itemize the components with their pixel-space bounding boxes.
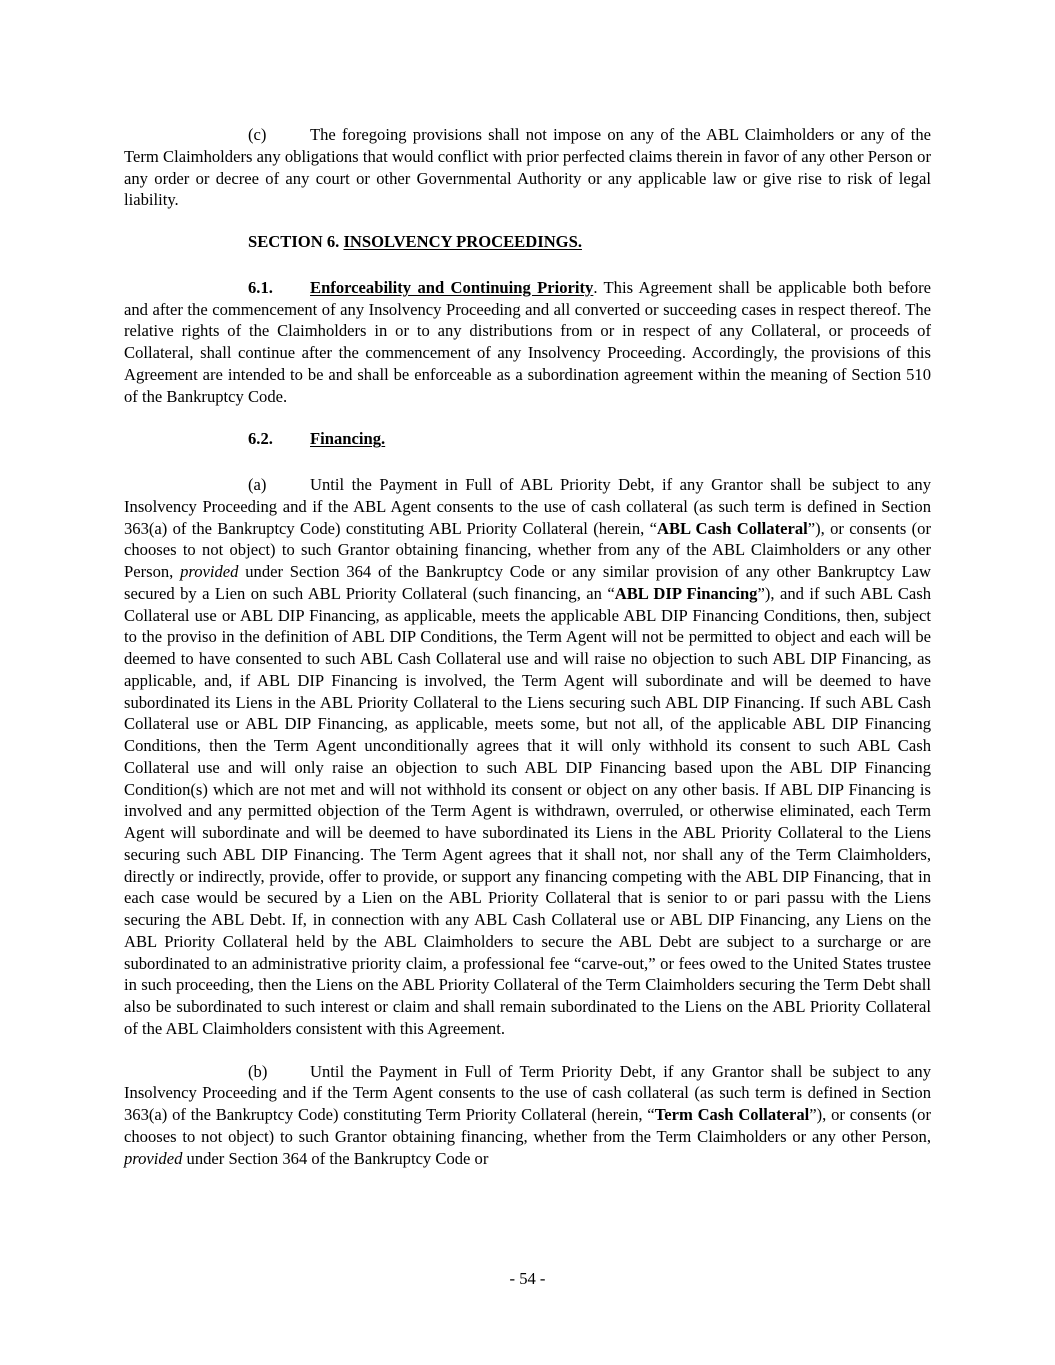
section-prefix: SECTION 6. <box>248 232 340 251</box>
defined-term: ABL Cash Collateral <box>657 518 808 538</box>
paragraph-label: (b) <box>248 1061 268 1081</box>
paragraph-text: under Section 364 of the Bankruptcy Code or <box>182 1148 489 1168</box>
defined-term: Term Cash Collateral <box>654 1105 810 1124</box>
subsection-number: 6.1. <box>248 277 273 297</box>
subsection-6-2-heading <box>124 428 931 450</box>
page-number: - 54 - <box>509 1269 546 1288</box>
paragraph-label: (c) <box>248 125 267 144</box>
paragraph-text: ”), and if such ABL Cash Collateral use or ABL DIP Financing, as applicable, meets the applicable ABL DIP Financing Conditions, then, subject to the proviso in the definition of ABL DIP Conditions, the Term Agent will not be permitted to object and each will be deemed to have consented to such ABL Cash Collateral use and will raise no objection to such ABL DIP Financing, as applicable, and, if ABL DIP Financing is involved, the Term Agent will subordinate and will be deemed to have subordinated its Liens in the ABL Priority Collateral to the Liens securing such ABL DIP Financing. If such ABL Cash Collateral use or ABL DIP Financing, as applicable, meets some, but not all, of the applicable ABL DIP Financing Conditions, then the Term Agent unconditionally agrees that it will only withhold its consent to such ABL Cash Collateral use and will only raise an objection to such ABL DIP Financing based upon the ABL DIP Financing Condition(s) which are not met and will not withhold its consent or object on any other basis. If ABL DIP Financing is involved and any permitted objection of the Term Agent is withdrawn, overruled, or otherwise eliminated, each Term Agent will subordinate and will be deemed to have subordinated its Liens in the ABL Priority Collateral to the Liens securing such ABL DIP Financing. The Term Agent agrees that it shall not, nor shall any of the Term Claimholders, directly or indirectly, provide, offer to provide, or support any financing competing with the ABL DIP Financing, that in each case would be secured by a Lien on the ABL Priority Collateral that is senior to or pari passu with the Liens securing the ABL Debt. If, in connection with any ABL Cash Collateral use or ABL DIP Financing, any Liens on the ABL Priority Collateral held by the ABL Claimholders to secure the ABL Debt are subject to a surcharge or are subordinated to an administrative priority claim, a professional fee “carve-out,” or fees owed to the United States trustee in such proceeding, then the Liens on the ABL Priority Collateral of the Term Claimholders securing the Term Debt shall also be subordinated to such interest or claim and shall remain subordinated to the Liens on the ABL Priority Collateral of the ABL Claimholders consistent with this Agreement. <box>124 583 932 1038</box>
paragraph-text: under Section 364 of the Bankruptcy Code or any similar provision of any other Bankruptcy Law secured by a Lien on such ABL Priority Collateral (such financing, an “ <box>124 562 932 603</box>
paragraph-text: ”), or consents (or chooses to not object) to such Grantor obtaining financing, whether from any of the ABL Claimholders or any other Person, <box>124 518 931 581</box>
paragraph-label: (a) <box>248 475 267 494</box>
italic-term: provided <box>180 562 239 581</box>
paragraph-text: ”), or consents (or chooses to not object) to such Grantor obtaining financing, whether from the Term Claimholders or any other Person, <box>124 1105 931 1146</box>
italic-term: provided <box>124 1148 183 1168</box>
subsection-6-1 <box>124 277 931 408</box>
paragraph-text: Until the Payment in Full of ABL Priority Debt, if any Grantor shall be subject to any Insolvency Proceeding and if the ABL Agent consents to the use of cash collateral (as such term is defined in Section 363(a) of the Bankruptcy Code) constituting ABL Priority Collateral (herein, “ <box>124 475 931 538</box>
subsection-title: Enforceability and Continuing Priority <box>310 277 594 297</box>
section-title: INSOLVENCY PROCEEDINGS. <box>343 232 582 251</box>
paragraph-text: The foregoing provisions shall not impose on any of the ABL Claimholders or any of the Term Claimholders any obligations that would conflict with prior perfected claims therein in favor of any other Person or any order or decree of any court or other Governmental Authority or any applicable law or give rise to risk of legal liability. <box>124 125 931 210</box>
section-heading <box>124 231 931 253</box>
subsection-text: . This Agreement shall be applicable both before and after the commencement of any Insolvency Proceeding and all converted or succeeding cases in respect thereof. The relative rights of the Claimholders in or to any distributions from or in respect of any Collateral, or proceeds of Collateral, shall continue after the commencement of any Insolvency Proceeding. Accordingly, the provisions of this Agreement are intended to be and shall be enforceable as a subordination agreement within the meaning of Section 510 of the Bankruptcy Code. <box>124 277 931 406</box>
paragraph-a <box>124 474 931 1040</box>
document-page <box>124 124 931 1169</box>
paragraph-b <box>124 1061 931 1170</box>
paragraph-text: Until the Payment in Full of Term Priority Debt, if any Grantor shall be subject to any Insolvency Proceeding and if the Term Agent consents to the use of cash collateral (as such term is defined in Section 363(a) of the Bankruptcy Code) constituting Term Priority Collateral (herein, “ <box>124 1061 931 1124</box>
defined-term: ABL DIP Financing <box>614 583 758 603</box>
subsection-title: Financing. <box>310 429 386 449</box>
paragraph-c <box>124 124 931 211</box>
subsection-number: 6.2. <box>248 429 273 449</box>
